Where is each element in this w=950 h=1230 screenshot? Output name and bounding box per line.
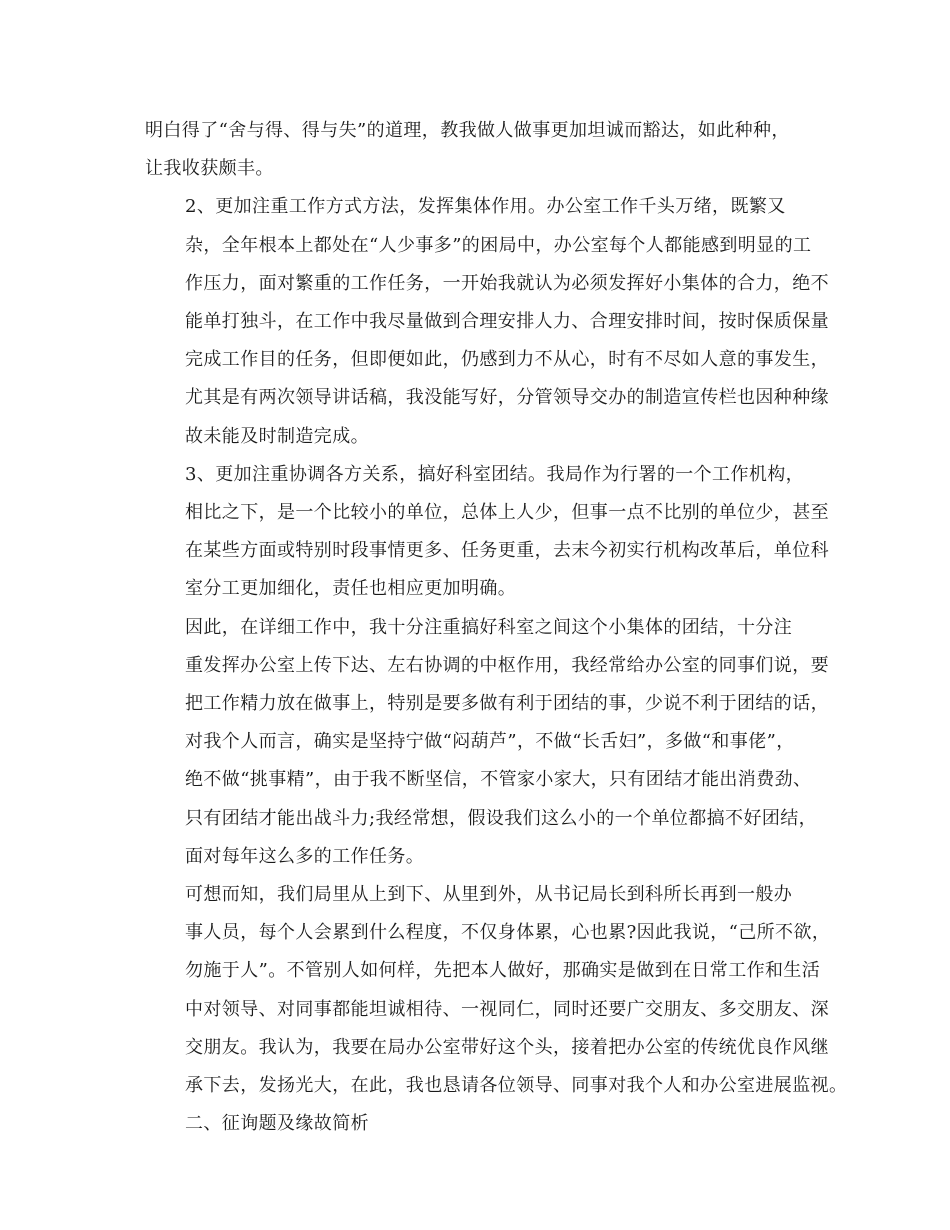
body-paragraph <box>145 609 829 876</box>
text-line: 对我个人而言，确实是坚持宁做“闷葫芦”，不做“长舌妇”，多做“和事佬”， <box>185 731 795 753</box>
text-line: 面对每年这么多的工作任务。 <box>185 845 425 867</box>
text-line: 2、更加注重工作方式方法，发挥集体作用。办公室工作千头万绪，既繁又 <box>185 196 786 218</box>
text-line: 作压力，面对繁重的工作任务，一开始我就认为必须发挥好小集体的合力，绝不 <box>185 272 829 294</box>
text-line: 重发挥办公室上传下达、左右协调的中枢作用，我经常给办公室的同事们说，要 <box>185 654 829 676</box>
body-paragraph <box>145 876 848 1105</box>
text-line: 故未能及时制造完成。 <box>185 425 369 447</box>
text-line: 室分工更加细化，责任也相应更加明确。 <box>185 578 517 600</box>
text-line: 绝不做“挑事精”，由于我不断坚信，不管家小家大，只有团结才能出消费劲、 <box>185 769 812 791</box>
text-line: 二、征询题及缘故简析 <box>185 1113 369 1135</box>
text-line: 中对领导、对同事都能坦诚相待、一视同仁，同时还要广交朋友、多交朋友、深 <box>185 998 829 1020</box>
text-line: 把工作精力放在做事上，特别是要多做有利于团结的事，少说不利于团结的话， <box>185 693 829 715</box>
text-line: 因此，在详细工作中，我十分注重搞好科室之间这个小集体的团结，十分注 <box>185 616 793 638</box>
text-line: 能单打独斗，在工作中我尽量做到合理安排人力、合理安排时间，按时保质保量 <box>185 311 829 333</box>
text-line: 让我收获颇丰。 <box>145 158 274 180</box>
text-line: 承下去，发扬光大，在此，我也恳请各位领导、同事对我个人和办公室进展监视。 <box>185 1075 848 1097</box>
text-line: 只有团结才能出战斗力;我经常想，假设我们这么小的一个单位都搞不好团结， <box>185 807 818 829</box>
body-paragraph <box>145 112 813 188</box>
text-line: 明白得了“舍与得、得与失”的道理，教我做人做事更加坦诚而豁达，如此种种， <box>145 120 790 141</box>
text-line: 交朋友。我认为，我要在局办公室带好这个头，接着把办公室的传统优良作风继 <box>185 1036 829 1058</box>
body-paragraph <box>145 1105 813 1143</box>
text-line: 勿施于人”。不管别人如何样，先把本人做好，那确实是做到在日常工作和生活 <box>185 960 821 982</box>
document-page <box>145 112 848 1143</box>
body-paragraph <box>145 456 829 609</box>
body-paragraph <box>145 188 829 455</box>
text-line: 在某些方面或特别时段事情更多、任务更重，去末今初实行机构改革后，单位科 <box>185 540 829 562</box>
text-line: 相比之下，是一个比较小的单位，总体上人少，但事一点不比别的单位少，甚至 <box>185 502 829 524</box>
text-line: 事人员，每个人会累到什么程度，不仅身体累，心也累?因此我说，“己所不欲， <box>185 922 831 944</box>
text-line: 可想而知，我们局里从上到下、从里到外，从书记局长到科所长再到一般办 <box>185 884 793 906</box>
text-line: 完成工作目的任务，但即便如此，仍感到力不从心，时有不尽如人意的事发生， <box>185 349 829 371</box>
text-line: 杂，全年根本上都处在“人少事多”的困局中，办公室每个人都能感到明显的工 <box>185 234 812 256</box>
text-line: 3、更加注重协调各方关系，搞好科室团结。我局作为行署的一个工作机构， <box>185 463 805 485</box>
text-line: 尤其是有两次领导讲话稿，我没能写好，分管领导交办的制造宣传栏也因种种缘 <box>185 387 829 409</box>
